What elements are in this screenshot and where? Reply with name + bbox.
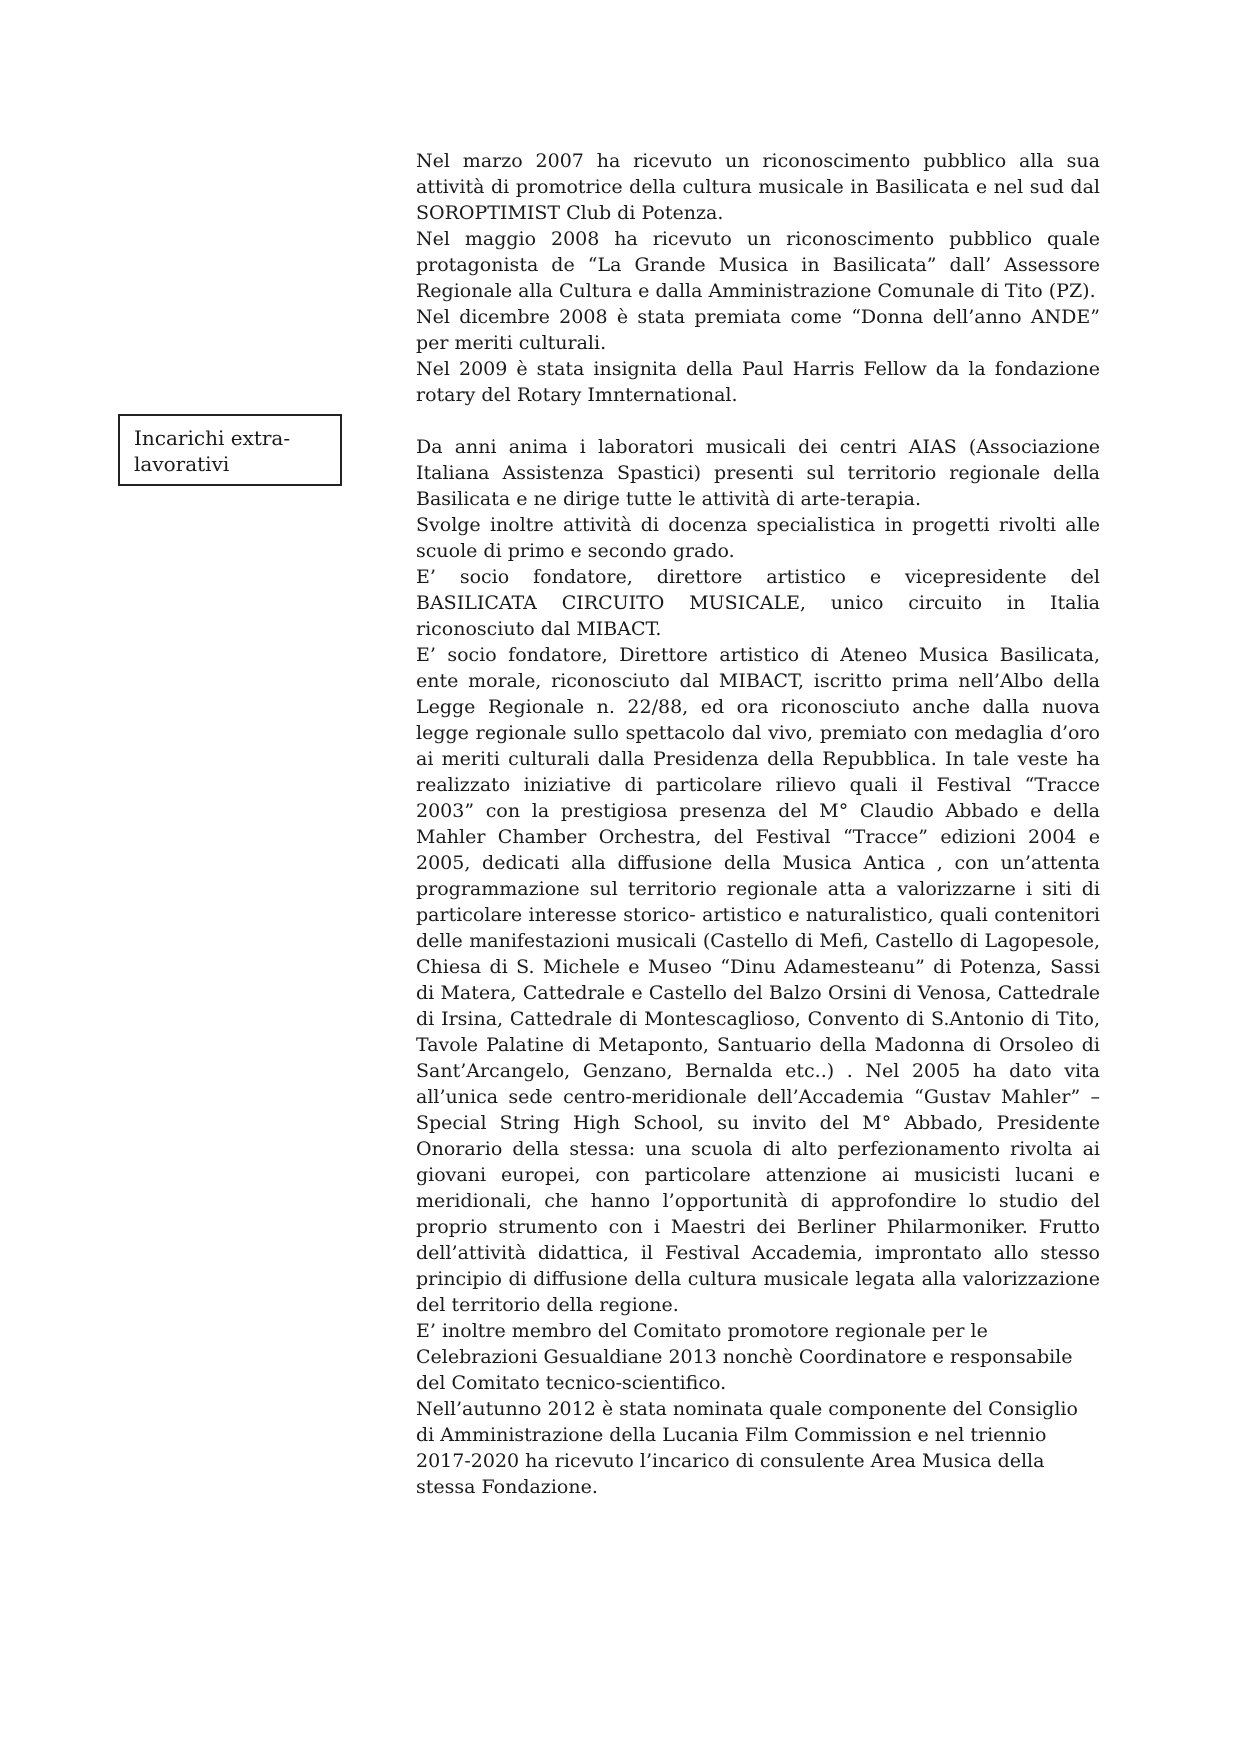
award-paragraph: Nel marzo 2007 ha ricevuto un riconoscimento pubblico alla sua attività di promotrice della cultura musicale in Basilicata e nel sud dal SOROPTIMIST Club di Potenza.: [416, 150, 1100, 224]
activity-paragraph: E’ socio fondatore, Direttore artistico di Ateneo Musica Basilicata, ente morale, riconosciuto dal MIBACT, iscritto prima nell’Albo della Legge Regionale n. 22/88, ed ora riconosciuto anche dalla nuova legge regionale sullo spettacolo dal vivo, premiato con medaglia d’oro ai meriti culturali dalla Presidenza della Repubblica. In tale veste ha realizzato iniziative di particolare rilievo quali il Festival “Tracce 2003” con la prestigiosa presenza del M° Claudio Abbado e della Mahler Chamber Orchestra, del Festival “Tracce” edizioni 2004 e 2005, dedicati alla diffusione della Musica Antica , con un’attenta programmazione sul territorio regionale atta a valorizzarne i siti di particolare interesse storico- artistico e naturalistico, quali contenitori delle manifestazioni musicali (Castello di Mefi, Castello di Lagopesole, Chiesa di S. Michele e Museo “Dinu Adamesteanu” di Potenza, Sassi di Matera, Cattedrale e Castello del Balzo Orsini di Venosa, Cattedrale di Irsina, Cattedrale di Montescaglioso, Convento di S.Antonio di Tito, Tavole Palatine di Metaponto, Santuario della Madonna di Orsoleo di Sant’Arcangelo, Genzano, Bernalda etc..) . Nel 2005 ha dato vita all’unica sede centro-meridionale dell’Accademia “Gustav Mahler” – Special String High School, su invito del M° Abbado, Presidente Onorario della stessa: una scuola di alto perfezionamento rivolta ai giovani europei, con particolare attenzione ai musicisti lucani e meridionali, che hanno l’opportunità di approfondire lo studio del proprio strumento con i Maestri dei Berliner Philarmoniker. Frutto dell’attività didattica, il Festival Accademia, improntato allo stesso principio di diffusione della cultura musicale legata alla valorizzazione del territorio della regione.: [416, 644, 1100, 1316]
award-paragraph: Nel dicembre 2008 è stata premiata come “Donna dell’anno ANDE” per meriti culturali.: [416, 306, 1100, 354]
award-paragraph: Nel maggio 2008 ha ricevuto un riconoscimento pubblico quale protagonista de “La Grande Musica in Basilicata” dall’ Assessore Regionale alla Cultura e dalla Amministrazione Comunale di Tito (PZ).: [416, 228, 1100, 302]
paragraph-gap: [416, 408, 1100, 434]
section-label-box: [118, 414, 342, 486]
activity-paragraph: E’ inoltre membro del Comitato promotore regionale per le Celebrazioni Gesualdiane 2013 nonchè Coordinatore e responsabile del Comitato tecnico-scientifico.: [416, 1320, 1073, 1394]
award-paragraph: Nel 2009 è stata insignita della Paul Harris Fellow da la fondazione rotary del Rotary Imnternational.: [416, 358, 1100, 406]
activity-paragraph: Da anni anima i laboratori musicali dei centri AIAS (Associazione Italiana Assistenza Spastici) presenti sul territorio regionale della Basilicata e ne dirige tutte le attività di arte-terapia.: [416, 436, 1100, 510]
activity-paragraph: E’ socio fondatore, direttore artistico e vicepresidente del BASILICATA CIRCUITO MUSICALE, unico circuito in Italia riconosciuto dal MIBACT.: [416, 566, 1100, 640]
activity-paragraph: Nell’autunno 2012 è stata nominata quale componente del Consiglio di Amministrazione della Lucania Film Commission e nel triennio 2017-2020 ha ricevuto l’incarico di consulente Area Musica della stessa Fondazione.: [416, 1398, 1078, 1498]
section-label: Incarichi extra-lavorativi: [134, 426, 291, 476]
activity-paragraph: Svolge inoltre attività di docenza specialistica in progetti rivolti alle scuole di primo e secondo grado.: [416, 514, 1100, 562]
cv-body: [416, 148, 1100, 1500]
